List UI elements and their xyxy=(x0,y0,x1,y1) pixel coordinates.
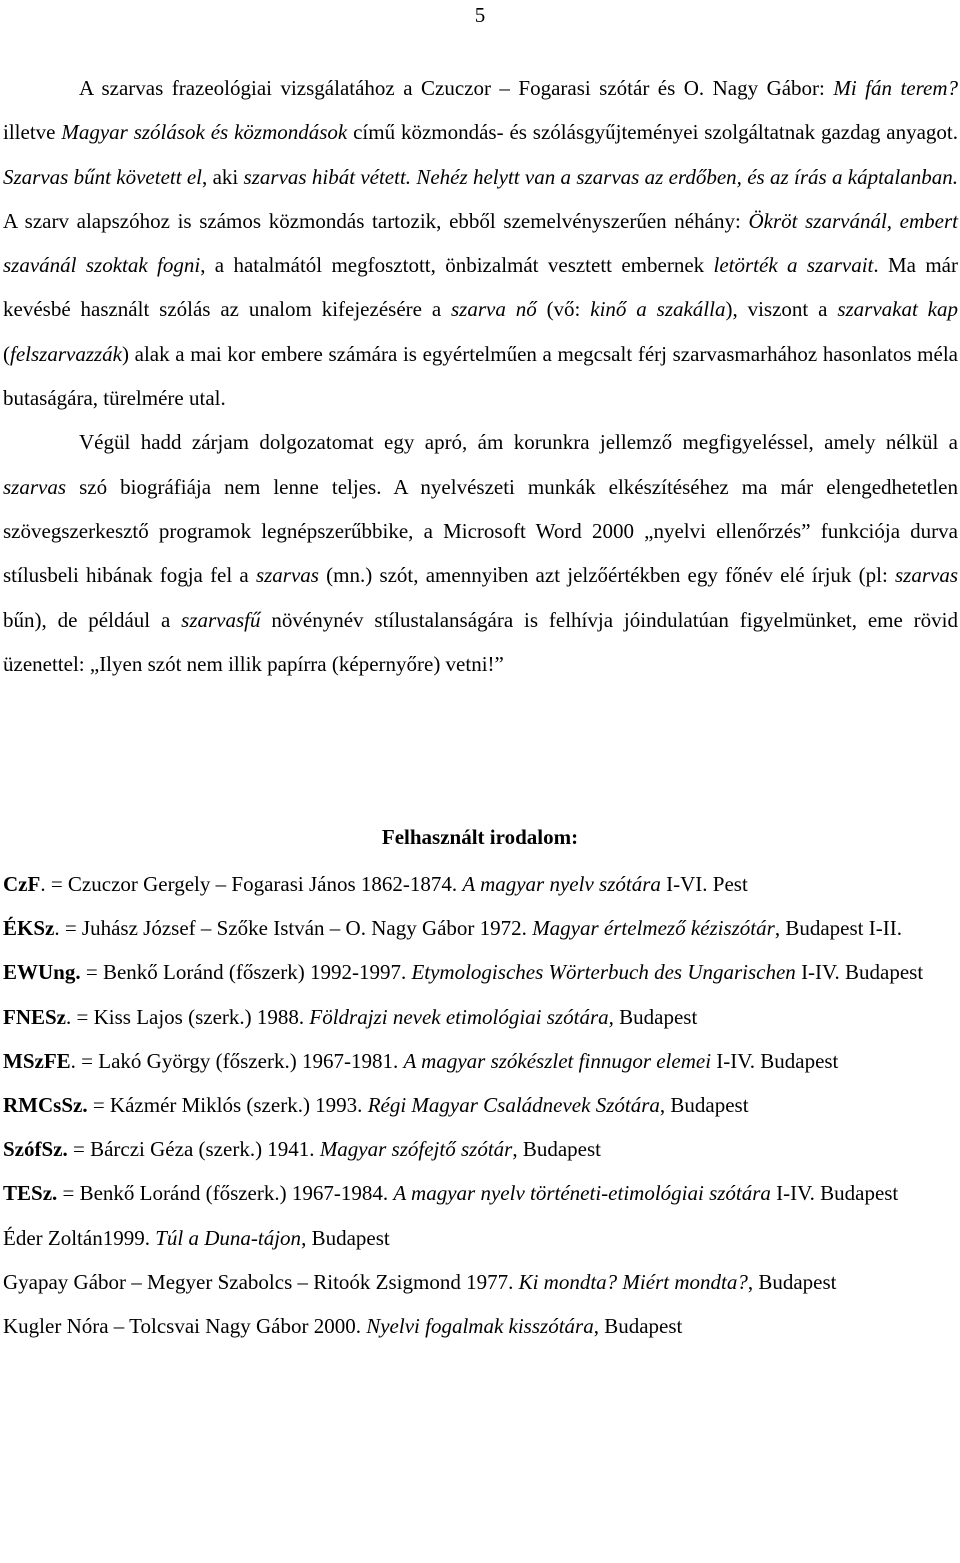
reference-item: TESz. = Benkő Loránd (főszerk.) 1967-1984. A magyar nyelv történeti-etimológiai szótára I-IV. Budapest xyxy=(3,1181,899,1206)
reference-item: Kugler Nóra – Tolcsvai Nagy Gábor 2000. Nyelvi fogalmak kisszótára, Budapest xyxy=(3,1314,683,1339)
reference-item: EWUng. = Benkő Loránd (főszerk) 1992-1997. Etymologisches Wörterbuch des Ungarischen I-IV. Budapest xyxy=(3,960,924,985)
reference-item: SzófSz. = Bárczi Géza (szerk.) 1941. Magyar szófejtő szótár, Budapest xyxy=(3,1137,601,1162)
reference-item: CzF. = Czuczor Gergely – Fogarasi János 1862-1874. A magyar nyelv szótára I-VI. Pest xyxy=(3,872,748,896)
paragraph-2: Végül hadd zárjam dolgozatomat egy apró, ám korunkra jellemző megfigyeléssel, amely nélkül a szarvas szó biográfiája nem lenne teljes. A nyelvészeti munkák elkészítéséhez ma már elengedhetetlen szövegszerkesztő programok legnépszerűbbike, a Microsoft Word 2000 „nyelvi ellenőrzés” funkciója durva stílusbeli hibának fogja fel a szarvas (mn.) szót, amennyiben azt jelzőértékben egy főnév elé írjuk (pl: szarvas bűn), de például a szarvasfű növénynév stílustalanságára is felhívja jóindulatúan figyelmünket, eme rövid üzenettel: „Ilyen szót nem illik papírra (képernyőre) vetni!” xyxy=(3,430,958,676)
reference-item: MSzFE. = Lakó György (főszerk.) 1967-1981. A magyar szókészlet finnugor elemei I-IV. Budapest xyxy=(3,1048,839,1073)
reference-item: FNESz. = Kiss Lajos (szerk.) 1988. Földrajzi nevek etimológiai szótára, Budapest xyxy=(3,1004,698,1029)
page-number: 5 xyxy=(474,3,486,27)
body-text xyxy=(3,66,958,686)
references-heading: Felhasznált irodalom: xyxy=(381,825,579,849)
reference-item: Gyapay Gábor – Megyer Szabolcs – Ritoók Zsigmond 1977. Ki mondta? Miért mondta?, Budapest xyxy=(3,1269,837,1294)
paragraph-1: A szarvas frazeológiai vizsgálatához a Czuczor – Fogarasi szótár és O. Nagy Gábor: Mi fán terem? illetve Magyar szólások és közmondások című közmondás- és szólásgyűjteményei szolgáltatnak gazdag anyagot. Szarvas bűnt követett el, aki szarvas hibát vétett. Nehéz helytt van a szarvas az erdőben, és az írás a káptalanban. A szarv alapszóhoz is számos közmondás tartozik, ebből szemelvényszerűen néhány: Ökröt szarvánál, embert szavánál szoktak fogni, a hatalmától megfosztott, önbizalmát vesztett embernek letörték a szarvait. Ma már kevésbé használt szólás az unalom kifejezésére a szarva nő (vő: kinő a szakálla), viszont a szarvakat kap (felszarvazzák) alak a mai kor embere számára is egyértelműen a megcsalt férj szarvasmarhához hasonlatos méla butaságára, türelmére utal. xyxy=(3,76,959,411)
reference-item: RMCsSz. = Kázmér Miklós (szerk.) 1993. Régi Magyar Családnevek Szótára, Budapest xyxy=(3,1093,749,1118)
references-list xyxy=(3,862,958,1348)
reference-item: ÉKSz. = Juhász József – Szőke István – O. Nagy Gábor 1972. Magyar értelmező kéziszótár, Budapest I-II. xyxy=(3,916,902,941)
reference-item: Éder Zoltán1999. Túl a Duna-tájon, Budapest xyxy=(3,1225,390,1250)
